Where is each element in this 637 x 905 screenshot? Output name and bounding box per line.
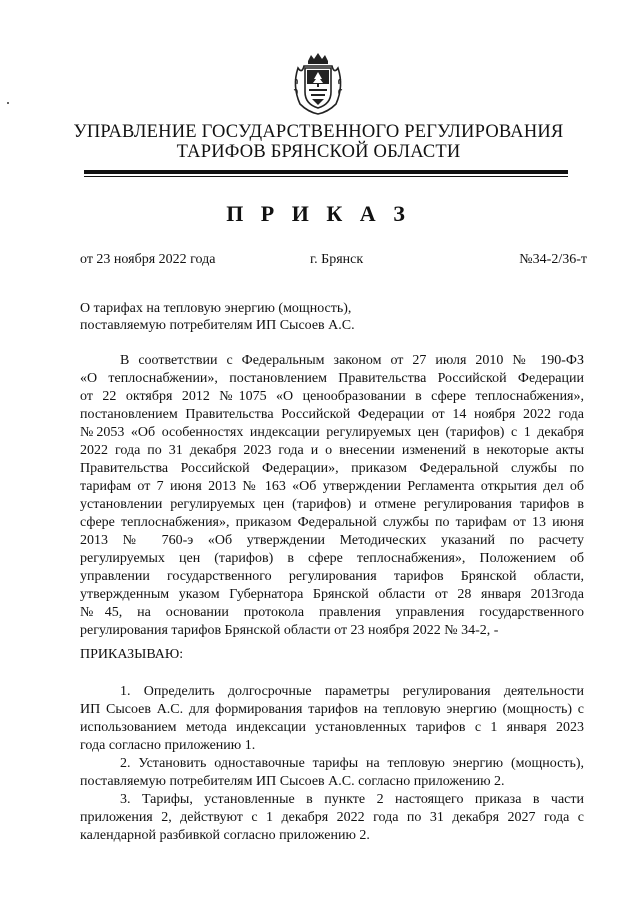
- preamble-line: сфере теплоснабжения», приказом Федеральной службы по тарифам от 13 июня: [80, 515, 584, 530]
- preamble-line: постановлением Правительства Российской Федерации от 14 ноября 2022 года: [80, 407, 584, 422]
- subject-line: поставляемую потребителям ИП Сысоев А.С.: [80, 318, 355, 333]
- preamble-line: №45, на основании протокола правления управления государственного: [80, 605, 584, 620]
- item-1-line: использованием метода индексации установленных тарифов с 1 января 2023: [80, 720, 584, 735]
- item-3-line: календарной разбивкой согласно приложению 2.: [80, 828, 370, 843]
- item-2-line: поставляемую потребителям ИП Сысоев А.С. согласно приложению 2.: [80, 774, 505, 789]
- preamble-line: управлении государственного регулирования тарифов Брянской области,: [80, 569, 584, 584]
- item-1-line: года согласно приложению 1.: [80, 738, 256, 753]
- subject-line: О тарифах на тепловую энергию (мощность),: [80, 301, 352, 316]
- coat-of-arms-emblem-icon: [290, 52, 346, 116]
- preamble-line: «О теплоснабжении», постановлением Правительства Российской Федерации: [80, 371, 584, 386]
- preamble-line: 2022 года по 31 декабря 2023 года и о внесении изменений в некоторые акты: [80, 443, 584, 458]
- order-date: от 23 ноября 2022 года: [80, 252, 216, 267]
- header-rule-thick: [84, 170, 568, 174]
- preamble-line: Правительства Российской Федерации», приказом Федеральной службы по: [80, 461, 584, 476]
- preamble-line: №2053 «Об особенностях индексации регулируемых цен (тарифов) с 1 декабря: [80, 425, 584, 440]
- item-2-line: 2. Установить одноставочные тарифы на тепловую энергию (мощность),: [120, 756, 584, 771]
- item-1-line: ИП Сысоев А.С. для формирования тарифов на тепловую энергию (мощность) с: [80, 702, 584, 717]
- preamble-line: тарифам от 7 июня 2013 № 163 «Об утверждении Регламента открытия дел об: [80, 479, 584, 494]
- preamble-line: регулируемых цен (тарифов) в сфере теплоснабжения», Положением об: [80, 551, 584, 566]
- order-word: ПРИКАЗЫВАЮ:: [80, 647, 184, 662]
- preamble-line: утвержденным указом Губернатора Брянской области от 28 января 2013года: [80, 587, 584, 602]
- preamble-line: 2013 № 760-э «Об утверждении Методических указаний по расчету: [80, 533, 584, 548]
- item-1-line: 1. Определить долгосрочные параметры регулирования деятельности: [120, 684, 584, 699]
- header-rule-thin: [84, 176, 568, 177]
- agency-name-line2: ТАРИФОВ БРЯНСКОЙ ОБЛАСТИ: [176, 142, 461, 162]
- agency-name-line1: УПРАВЛЕНИЕ ГОСУДАРСТВЕННОГО РЕГУЛИРОВАНИЯ: [73, 122, 564, 142]
- document-title: П Р И К А З: [226, 201, 411, 226]
- preamble-line: установлении регулируемых цен (тарифов) и отмене регулирования тарифов в: [80, 497, 584, 512]
- scan-speck: [7, 102, 9, 104]
- preamble-line: регулирования тарифов Брянской области от 23 ноября 2022 № 34-2, -: [80, 623, 499, 638]
- preamble-line: от 22 октября 2012 №1075 «О ценообразовании в сфере теплоснабжения»,: [80, 389, 584, 404]
- item-3-line: приложения 2, действуют с 1 декабря 2022 года по 31 декабря 2027 года с: [80, 810, 584, 825]
- order-number: №34-2/36-т: [519, 252, 587, 267]
- item-3-line: 3. Тарифы, установленные в пункте 2 настоящего приказа в части: [120, 792, 584, 807]
- preamble-line: В соответствии с Федеральным законом от 27 июля 2010 № 190-ФЗ: [120, 353, 584, 368]
- order-city: г. Брянск: [310, 252, 364, 267]
- order-subject: [80, 300, 355, 334]
